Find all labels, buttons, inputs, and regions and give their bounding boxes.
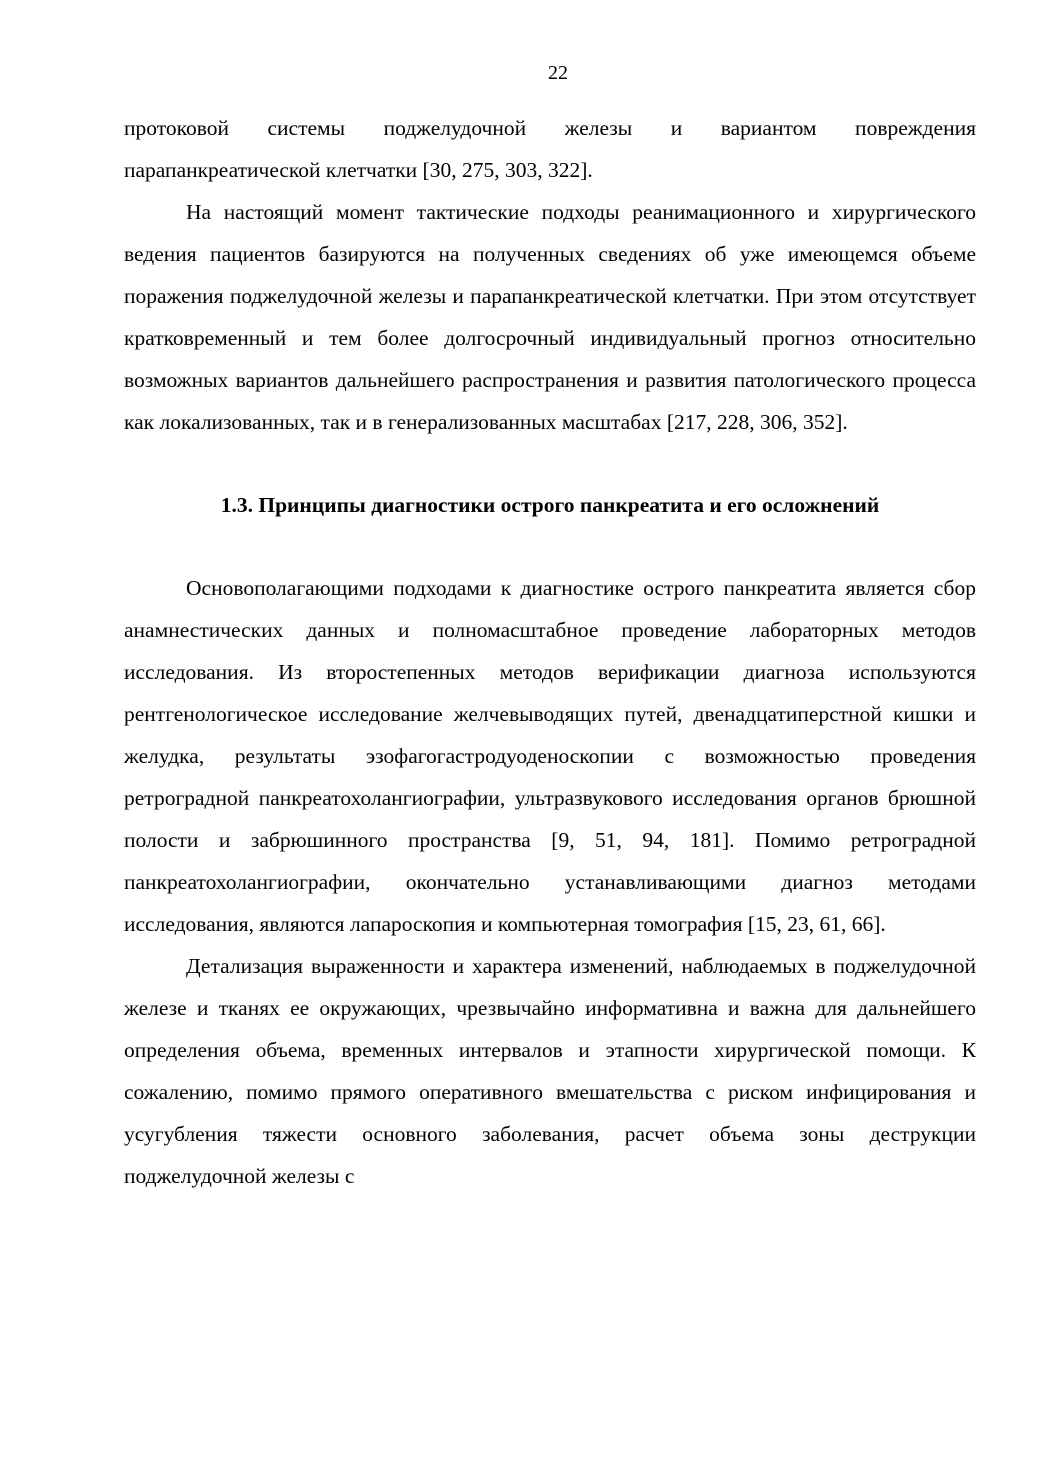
paragraph: протоковой системы поджелудочной железы и вариантом повреждения парапанкреатической клетчатки [30, 275, 303, 322]. (124, 116, 976, 182)
paragraph: Детализация выраженности и характера изменений, наблюдаемых в поджелудочной железе и тканях ее окружающих, чрезвычайно информативна и важна для дальнейшего определения объема, временных интервалов и этапности хирургической помощи. К сожалению, помимо прямого оперативного вмешательства с риском инфицирования и усугубления тяжести основного заболевания, расчет объема зоны деструкции поджелудочной железы с (124, 954, 976, 1188)
paragraph: Основополагающими подходами к диагностике острого панкреатита является сбор анамнестических данных и полномасштабное проведение лабораторных методов исследования. Из второстепенных методов верификации диагноза используются рентгенологическое исследование желчевыводящих путей, двенадцатиперстной кишки и желудка, результаты эзофагогастродуоденоскопии с возможностью проведения ретроградной панкреатохолангиографии, ультразвукового исследования органов брюшной полости и забрюшинного пространства [9, 51, 94, 181]. Помимо ретроградной панкреатохолангиографии, окончательно устанавливающими диагноз методами исследования, являются лапароскопия и компьютерная томография [15, 23, 61, 66]. (124, 576, 976, 936)
document-body (124, 107, 976, 1197)
section-heading: 1.3. Принципы диагностики острого панкреатита и его осложнений (220, 493, 880, 517)
page-number: 22 (548, 62, 568, 84)
paragraph: На настоящий момент тактические подходы реанимационного и хирургического ведения пациентов базируются на полученных сведениях об уже имеющемся объеме поражения поджелудочной железы и парапанкреатической клетчатки. При этом отсутствует кратковременный и тем более долгосрочный индивидуальный прогноз относительно возможных вариантов дальнейшего распространения и развития патологического процесса как локализованных, так и в генерализованных масштабах [217, 228, 306, 352]. (124, 200, 976, 434)
